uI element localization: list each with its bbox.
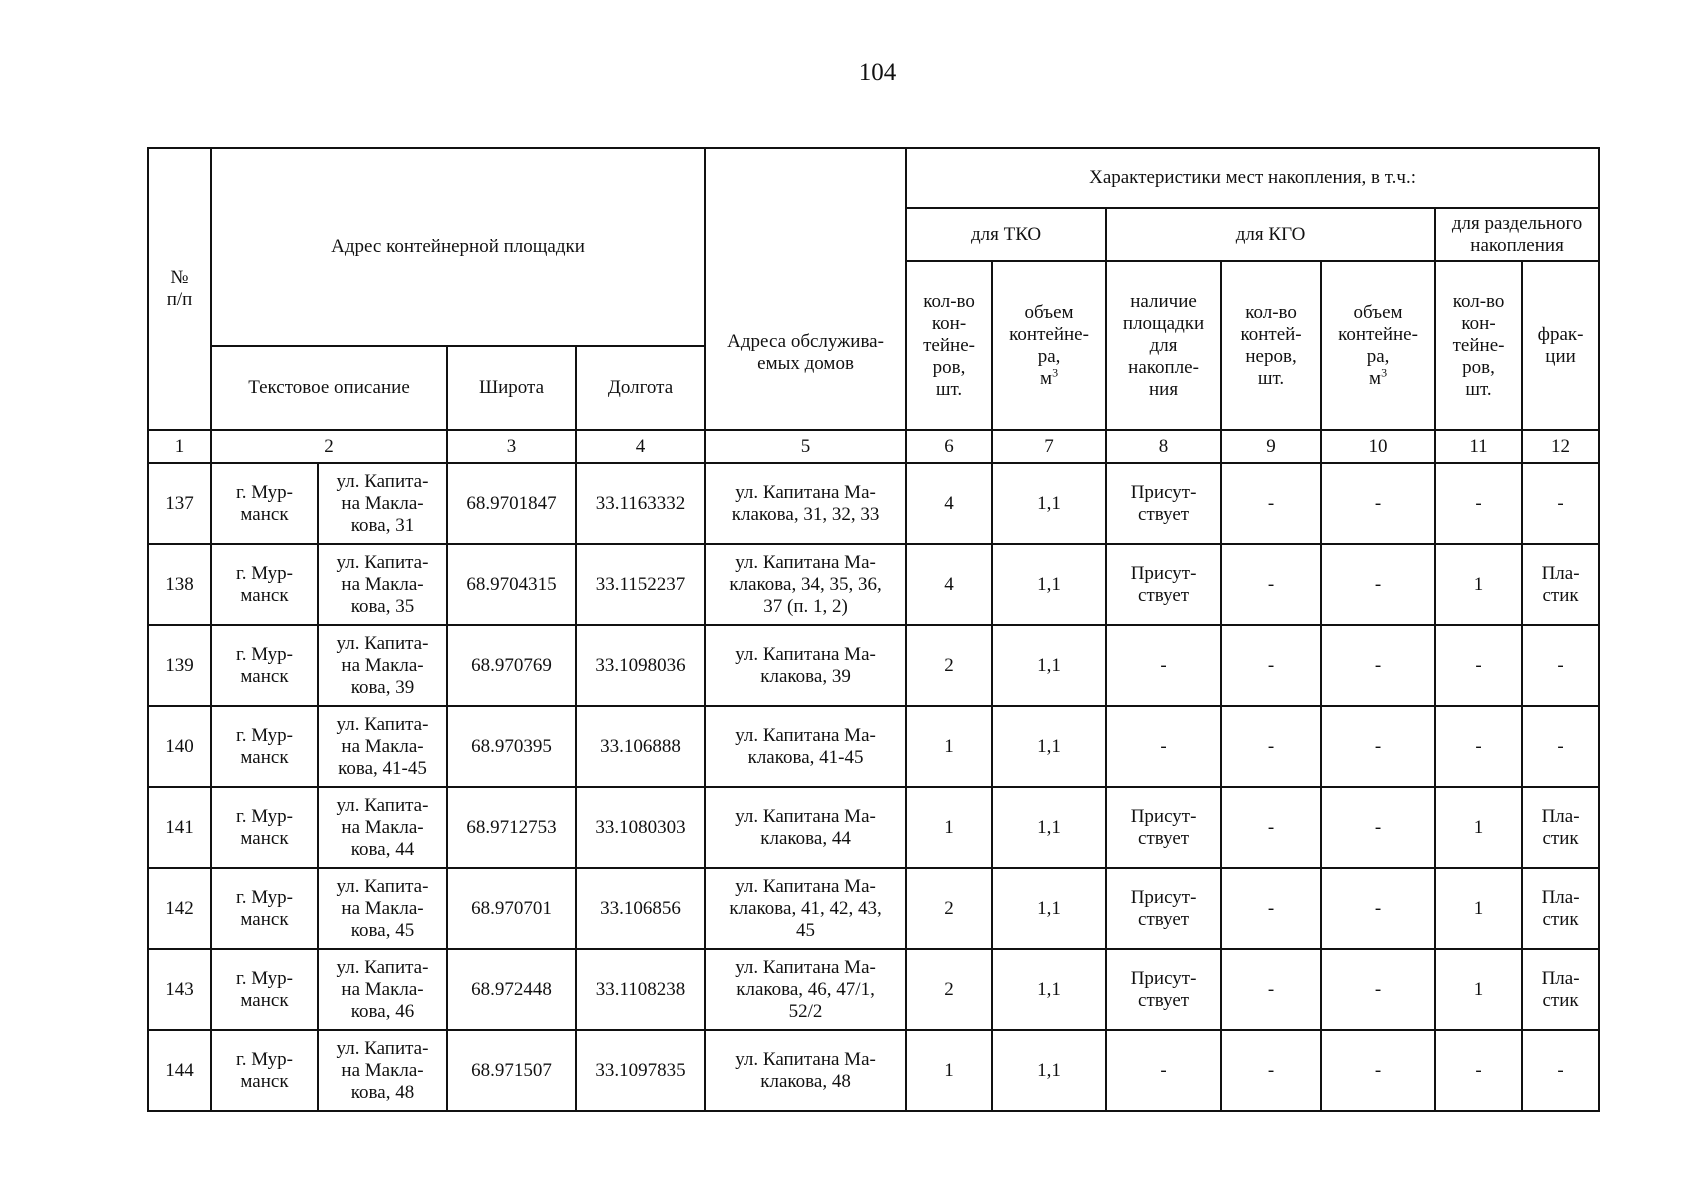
cell-city: г. Мур- манск bbox=[211, 868, 318, 949]
column-number: 12 bbox=[1522, 430, 1599, 463]
cell-city: г. Мур- манск bbox=[211, 706, 318, 787]
column-number-row bbox=[148, 430, 1599, 463]
cell-tko-count: 1 bbox=[906, 1030, 992, 1111]
header-text-description: Текстовое описание bbox=[211, 346, 447, 430]
cell-longitude: 33.106888 bbox=[576, 706, 705, 787]
cell-sep-fraction: Пла- стик bbox=[1522, 544, 1599, 625]
cell-street: ул. Капита- на Макла- кова, 39 bbox=[318, 625, 447, 706]
cell-street: ул. Капита- на Макла- кова, 41-45 bbox=[318, 706, 447, 787]
cell-kgo-count: - bbox=[1221, 706, 1321, 787]
cell-kgo-area: Присут- ствует bbox=[1106, 868, 1221, 949]
cell-served-houses: ул. Капитана Ма- клакова, 39 bbox=[705, 625, 906, 706]
cell-kgo-volume: - bbox=[1321, 544, 1435, 625]
data-rows bbox=[148, 463, 1599, 1111]
cell-city: г. Мур- манск bbox=[211, 463, 318, 544]
cell-kgo-volume: - bbox=[1321, 706, 1435, 787]
cell-kgo-area: Присут- ствует bbox=[1106, 949, 1221, 1030]
cell-tko-volume: 1,1 bbox=[992, 868, 1106, 949]
cell-longitude: 33.1152237 bbox=[576, 544, 705, 625]
cell-tko-volume: 1,1 bbox=[992, 625, 1106, 706]
table-row bbox=[148, 706, 1599, 787]
cell-longitude: 33.1080303 bbox=[576, 787, 705, 868]
cell-tko-count: 4 bbox=[906, 544, 992, 625]
header-characteristics: Характеристики мест накопления, в т.ч.: bbox=[906, 148, 1599, 208]
cell-street: ул. Капита- на Макла- кова, 45 bbox=[318, 868, 447, 949]
cell-longitude: 33.1098036 bbox=[576, 625, 705, 706]
cell-sep-count: 1 bbox=[1435, 787, 1522, 868]
cell-kgo-count: - bbox=[1221, 544, 1321, 625]
header-tko-volume-exp: 3 bbox=[1052, 365, 1059, 380]
cell-kgo-volume: - bbox=[1321, 625, 1435, 706]
cell-number: 138 bbox=[148, 544, 211, 625]
cell-served-houses: ул. Капитана Ма- клакова, 44 bbox=[705, 787, 906, 868]
cell-longitude: 33.106856 bbox=[576, 868, 705, 949]
cell-latitude: 68.972448 bbox=[447, 949, 576, 1030]
cell-sep-count: - bbox=[1435, 1030, 1522, 1111]
cell-sep-count: - bbox=[1435, 625, 1522, 706]
header-served-houses: Адреса обслужива- емых домов bbox=[705, 148, 906, 430]
header-tko-volume bbox=[992, 261, 1106, 430]
cell-latitude: 68.970701 bbox=[447, 868, 576, 949]
cell-served-houses: ул. Капитана Ма- клакова, 48 bbox=[705, 1030, 906, 1111]
cell-tko-volume: 1,1 bbox=[992, 706, 1106, 787]
cell-city: г. Мур- манск bbox=[211, 625, 318, 706]
cell-longitude: 33.1097835 bbox=[576, 1030, 705, 1111]
header-tko-volume-text: объем контейне- ра, м bbox=[1009, 301, 1089, 389]
cell-street: ул. Капита- на Макла- кова, 35 bbox=[318, 544, 447, 625]
header-row-1 bbox=[148, 148, 1599, 208]
column-number: 10 bbox=[1321, 430, 1435, 463]
cell-sep-fraction: Пла- стик bbox=[1522, 868, 1599, 949]
cell-latitude: 68.9712753 bbox=[447, 787, 576, 868]
cell-number: 142 bbox=[148, 868, 211, 949]
header-kgo-area: наличие площадки для накопле- ния bbox=[1106, 261, 1221, 430]
cell-longitude: 33.1108238 bbox=[576, 949, 705, 1030]
table-row bbox=[148, 463, 1599, 544]
cell-street: ул. Капита- на Макла- кова, 46 bbox=[318, 949, 447, 1030]
cell-kgo-volume: - bbox=[1321, 787, 1435, 868]
cell-sep-count: - bbox=[1435, 706, 1522, 787]
cell-sep-fraction: - bbox=[1522, 1030, 1599, 1111]
cell-street: ул. Капита- на Макла- кова, 44 bbox=[318, 787, 447, 868]
cell-latitude: 68.970769 bbox=[447, 625, 576, 706]
header-longitude: Долгота bbox=[576, 346, 705, 430]
cell-sep-fraction: - bbox=[1522, 463, 1599, 544]
cell-city: г. Мур- манск bbox=[211, 544, 318, 625]
cell-kgo-volume: - bbox=[1321, 868, 1435, 949]
header-sep-fraction: фрак- ции bbox=[1522, 261, 1599, 430]
column-number: 11 bbox=[1435, 430, 1522, 463]
column-number: 5 bbox=[705, 430, 906, 463]
cell-number: 144 bbox=[148, 1030, 211, 1111]
cell-sep-count: - bbox=[1435, 463, 1522, 544]
cell-kgo-area: - bbox=[1106, 706, 1221, 787]
table-row bbox=[148, 787, 1599, 868]
cell-sep-fraction: Пла- стик bbox=[1522, 949, 1599, 1030]
cell-number: 141 bbox=[148, 787, 211, 868]
table-row bbox=[148, 544, 1599, 625]
column-number: 3 bbox=[447, 430, 576, 463]
table-row bbox=[148, 949, 1599, 1030]
cell-tko-count: 4 bbox=[906, 463, 992, 544]
cell-street: ул. Капита- на Макла- кова, 31 bbox=[318, 463, 447, 544]
cell-kgo-area: Присут- ствует bbox=[1106, 463, 1221, 544]
cell-tko-count: 2 bbox=[906, 868, 992, 949]
cell-sep-fraction: - bbox=[1522, 706, 1599, 787]
table-row bbox=[148, 868, 1599, 949]
header-kgo-volume-exp: 3 bbox=[1381, 365, 1388, 380]
cell-kgo-count: - bbox=[1221, 625, 1321, 706]
cell-sep-fraction: - bbox=[1522, 625, 1599, 706]
cell-sep-count: 1 bbox=[1435, 949, 1522, 1030]
cell-served-houses: ул. Капитана Ма- клакова, 34, 35, 36, 37 (п. 1, 2) bbox=[705, 544, 906, 625]
header-latitude: Широта bbox=[447, 346, 576, 430]
column-number: 4 bbox=[576, 430, 705, 463]
cell-served-houses: ул. Капитана Ма- клакова, 41-45 bbox=[705, 706, 906, 787]
cell-served-houses: ул. Капитана Ма- клакова, 31, 32, 33 bbox=[705, 463, 906, 544]
column-number: 6 bbox=[906, 430, 992, 463]
header-kgo-count: кол-во контей- неров, шт. bbox=[1221, 261, 1321, 430]
cell-tko-count: 2 bbox=[906, 625, 992, 706]
cell-sep-count: 1 bbox=[1435, 544, 1522, 625]
header-for-separate: для раздельного накопления bbox=[1435, 208, 1599, 261]
header-kgo-volume bbox=[1321, 261, 1435, 430]
cell-kgo-count: - bbox=[1221, 463, 1321, 544]
cell-latitude: 68.970395 bbox=[447, 706, 576, 787]
cell-tko-count: 1 bbox=[906, 787, 992, 868]
table-row bbox=[148, 625, 1599, 706]
cell-kgo-area: - bbox=[1106, 1030, 1221, 1111]
column-number: 2 bbox=[211, 430, 447, 463]
cell-sep-count: 1 bbox=[1435, 868, 1522, 949]
cell-number: 137 bbox=[148, 463, 211, 544]
cell-city: г. Мур- манск bbox=[211, 1030, 318, 1111]
cell-kgo-volume: - bbox=[1321, 1030, 1435, 1111]
cell-kgo-area: Присут- ствует bbox=[1106, 544, 1221, 625]
cell-kgo-volume: - bbox=[1321, 949, 1435, 1030]
cell-kgo-area: - bbox=[1106, 625, 1221, 706]
container-sites-table bbox=[147, 147, 1600, 1112]
cell-kgo-count: - bbox=[1221, 868, 1321, 949]
header-tko-count: кол-во кон- тейне- ров, шт. bbox=[906, 261, 992, 430]
table-row bbox=[148, 1030, 1599, 1111]
header-sep-count: кол-во кон- тейне- ров, шт. bbox=[1435, 261, 1522, 430]
column-number: 9 bbox=[1221, 430, 1321, 463]
cell-kgo-count: - bbox=[1221, 1030, 1321, 1111]
cell-kgo-count: - bbox=[1221, 949, 1321, 1030]
cell-served-houses: ул. Капитана Ма- клакова, 46, 47/1, 52/2 bbox=[705, 949, 906, 1030]
cell-city: г. Мур- манск bbox=[211, 949, 318, 1030]
column-number: 1 bbox=[148, 430, 211, 463]
cell-tko-volume: 1,1 bbox=[992, 787, 1106, 868]
cell-tko-volume: 1,1 bbox=[992, 544, 1106, 625]
header-kgo-volume-text: объем контейне- ра, м bbox=[1338, 301, 1418, 389]
header-address: Адрес контейнерной площадки bbox=[211, 148, 705, 346]
cell-street: ул. Капита- на Макла- кова, 48 bbox=[318, 1030, 447, 1111]
cell-latitude: 68.9704315 bbox=[447, 544, 576, 625]
column-number: 7 bbox=[992, 430, 1106, 463]
header-pn: № п/п bbox=[148, 148, 211, 430]
cell-number: 139 bbox=[148, 625, 211, 706]
cell-number: 143 bbox=[148, 949, 211, 1030]
cell-kgo-area: Присут- ствует bbox=[1106, 787, 1221, 868]
cell-tko-count: 1 bbox=[906, 706, 992, 787]
cell-kgo-count: - bbox=[1221, 787, 1321, 868]
cell-tko-volume: 1,1 bbox=[992, 949, 1106, 1030]
column-number: 8 bbox=[1106, 430, 1221, 463]
cell-tko-count: 2 bbox=[906, 949, 992, 1030]
cell-served-houses: ул. Капитана Ма- клакова, 41, 42, 43, 45 bbox=[705, 868, 906, 949]
header-for-tko: для ТКО bbox=[906, 208, 1106, 261]
cell-tko-volume: 1,1 bbox=[992, 1030, 1106, 1111]
cell-longitude: 33.1163332 bbox=[576, 463, 705, 544]
cell-latitude: 68.971507 bbox=[447, 1030, 576, 1111]
cell-kgo-volume: - bbox=[1321, 463, 1435, 544]
cell-sep-fraction: Пла- стик bbox=[1522, 787, 1599, 868]
cell-city: г. Мур- манск bbox=[211, 787, 318, 868]
cell-latitude: 68.9701847 bbox=[447, 463, 576, 544]
cell-number: 140 bbox=[148, 706, 211, 787]
header-for-kgo: для КГО bbox=[1106, 208, 1435, 261]
page-number: 104 bbox=[858, 59, 897, 86]
cell-tko-volume: 1,1 bbox=[992, 463, 1106, 544]
